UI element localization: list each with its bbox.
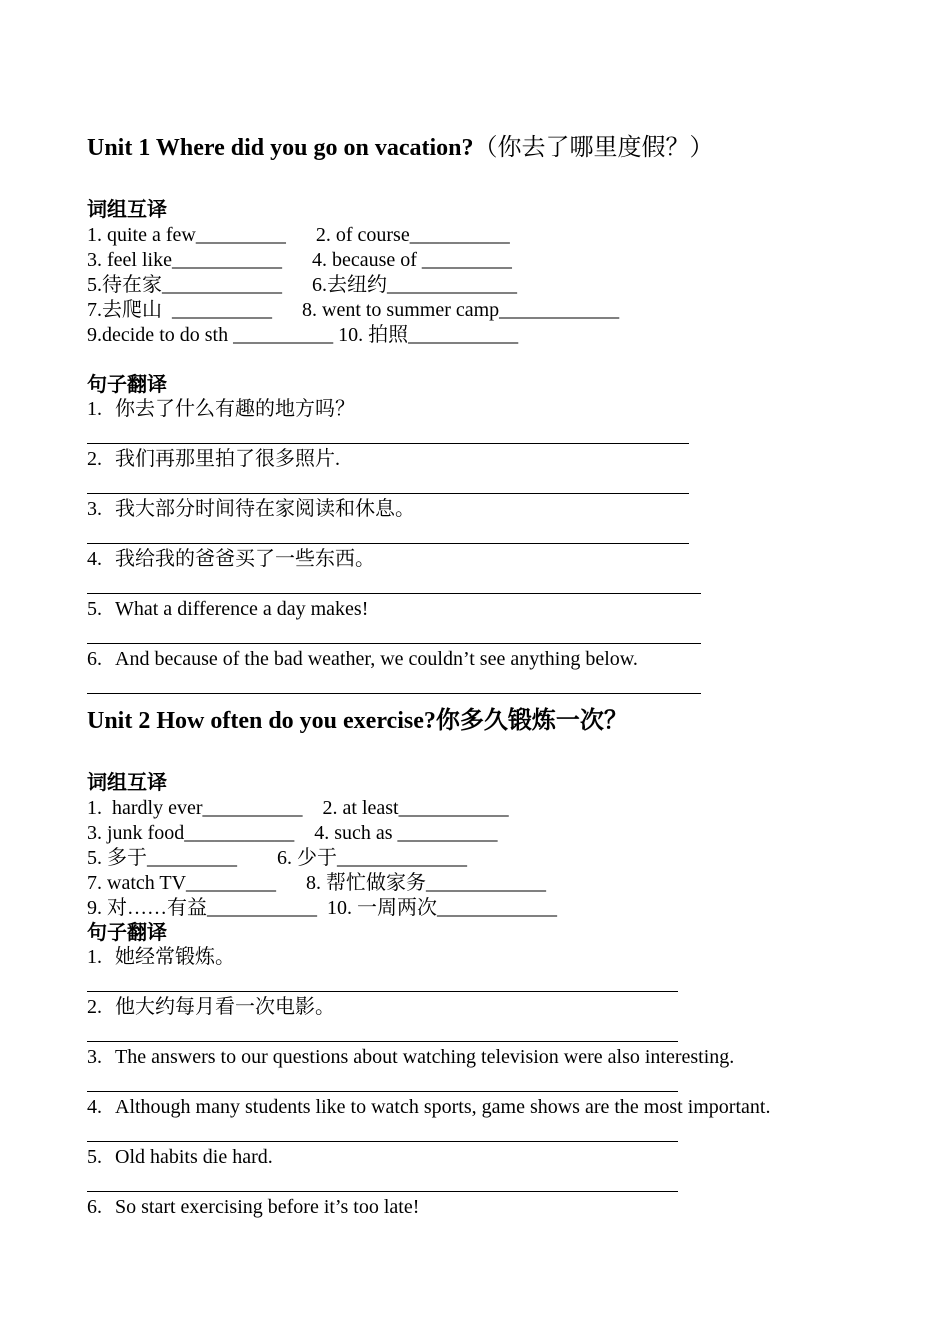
- sentence-number: 1.: [87, 398, 102, 420]
- sentence-text: So start exercising before it’s too late!: [115, 1196, 420, 1218]
- sentence-text: The answers to our questions about watching television were also interesting.: [115, 1046, 735, 1068]
- sentence-text: 她经常锻炼。: [115, 946, 235, 968]
- answer-line: [87, 693, 701, 694]
- unit1-sentence-2: [87, 447, 340, 472]
- sentence-text: 他大约每月看一次电影。: [115, 996, 335, 1018]
- unit1-phrase-row-2: 3. feel like___________ 4. because of _________: [87, 249, 512, 271]
- unit2-sentence-4: [87, 1095, 770, 1120]
- answer-line: [87, 1191, 678, 1192]
- unit2-sentence-2: [87, 995, 335, 1020]
- sentence-number: 5.: [87, 598, 102, 620]
- unit2-phrase-heading: 词组互译: [87, 772, 167, 794]
- unit2-sentence-6: [87, 1195, 419, 1220]
- sentence-text: 我大部分时间待在家阅读和休息。: [115, 498, 415, 520]
- answer-line: [87, 991, 678, 992]
- unit1-phrase-row-4: 7.去爬山 __________ 8. went to summer camp____________: [87, 299, 620, 321]
- answer-line: [87, 493, 689, 494]
- sentence-number: 3.: [87, 498, 102, 520]
- unit1-phrase-row-3: 5.待在家____________ 6.去纽约_____________: [87, 274, 517, 296]
- unit2-phrase-row-1: 1. hardly ever__________ 2. at least___________: [87, 797, 509, 819]
- answer-line: [87, 1091, 678, 1092]
- answer-line: [87, 643, 701, 644]
- sentence-number: 3.: [87, 1046, 102, 1068]
- sentence-text: Old habits die hard.: [115, 1146, 273, 1168]
- answer-line: [87, 543, 689, 544]
- unit2-title-cn: 你多久锻炼一次？: [435, 708, 628, 734]
- sentence-text: 我们再那里拍了很多照片.: [115, 448, 340, 470]
- answer-line: [87, 443, 689, 444]
- sentence-text: And because of the bad weather, we couldn’t see anything below.: [115, 648, 638, 670]
- sentence-number: 1.: [87, 946, 102, 968]
- unit1-sentence-heading: 句子翻译: [87, 374, 167, 396]
- sentence-text: Although many students like to watch sports, game shows are the most important.: [115, 1096, 771, 1118]
- unit2-sentence-3: [87, 1045, 734, 1070]
- unit1-sentence-3: [87, 497, 415, 522]
- sentence-text: 我给我的爸爸买了一些东西。: [115, 548, 375, 570]
- unit1-phrase-heading: 词组互译: [87, 199, 167, 221]
- unit1-sentence-5: [87, 597, 368, 622]
- unit1-sentence-4: [87, 547, 375, 572]
- sentence-number: 6.: [87, 1196, 102, 1218]
- sentence-text: What a difference a day makes!: [115, 598, 369, 620]
- sentence-number: 2.: [87, 448, 102, 470]
- unit1-phrase-row-1: 1. quite a few_________ 2. of course__________: [87, 224, 510, 246]
- unit2-phrase-row-3: 5. 多于_________ 6. 少于_____________: [87, 847, 467, 869]
- answer-line: [87, 593, 701, 594]
- sentence-number: 5.: [87, 1146, 102, 1168]
- unit1-sentence-6: [87, 647, 638, 672]
- sentence-number: 6.: [87, 648, 102, 670]
- unit1-phrase-row-5: 9.decide to do sth __________ 10. 拍照___________: [87, 324, 519, 346]
- unit2-phrase-row-4: 7. watch TV_________ 8. 帮忙做家务____________: [87, 872, 547, 894]
- unit1-title: [87, 133, 714, 163]
- answer-line: [87, 1141, 678, 1142]
- sentence-number: 2.: [87, 996, 102, 1018]
- unit2-title-en: Unit 2 How often do you exercise?: [87, 708, 436, 734]
- sentence-number: 4.: [87, 548, 102, 570]
- unit2-phrase-row-2: 3. junk food___________ 4. such as __________: [87, 822, 498, 844]
- sentence-number: 4.: [87, 1096, 102, 1118]
- unit1-title-en: Unit 1 Where did you go on vacation?: [87, 135, 474, 161]
- unit2-phrase-row-5: 9. 对……有益___________ 10. 一周两次____________: [87, 897, 557, 919]
- unit2-sentence-5: [87, 1145, 273, 1170]
- sentence-text: 你去了什么有趣的地方吗？: [115, 398, 355, 420]
- unit2-sentence-1: [87, 945, 235, 970]
- answer-line: [87, 1041, 678, 1042]
- unit2-sentence-heading: 句子翻译: [87, 922, 167, 944]
- unit1-title-cn: （你去了哪里度假？）: [473, 135, 714, 161]
- unit2-title: [87, 706, 628, 736]
- unit1-sentence-1: [87, 397, 355, 422]
